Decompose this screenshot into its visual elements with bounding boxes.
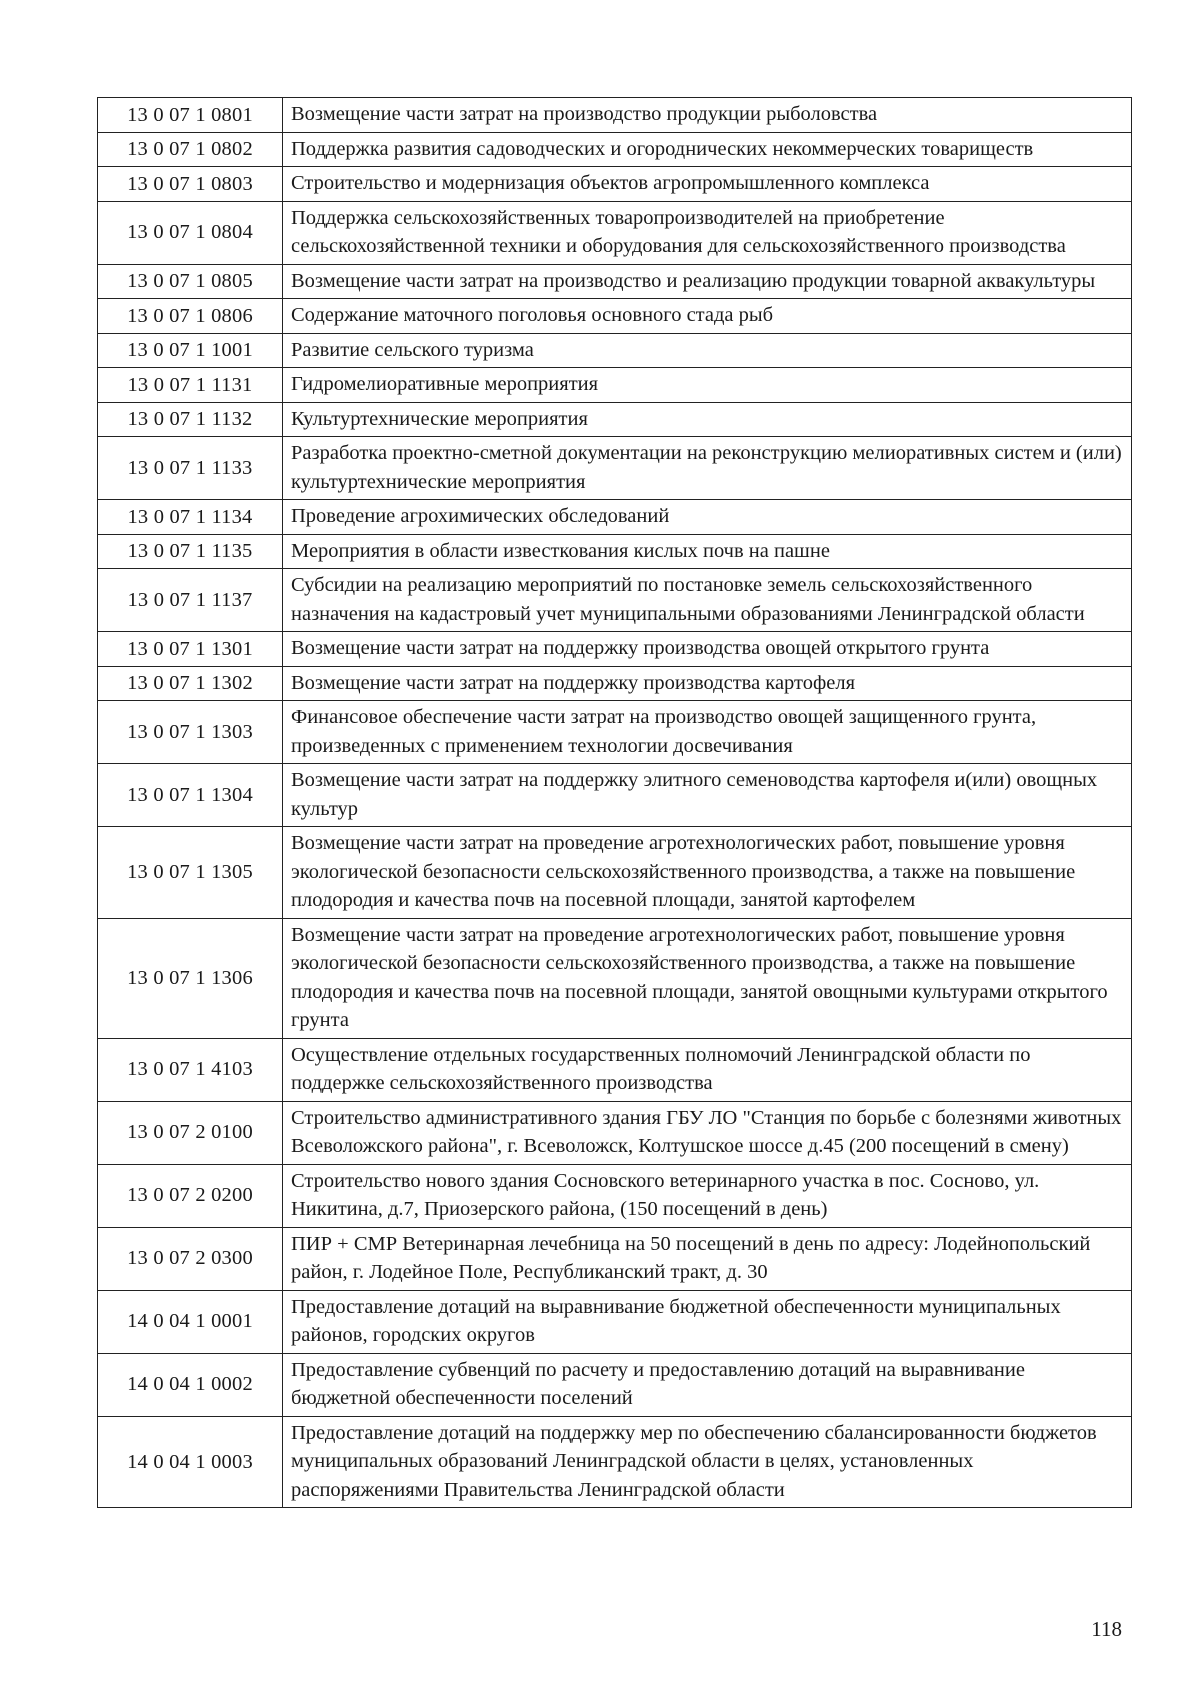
row-description-cell: Возмещение части затрат на поддержку элитного семеноводства картофеля и(или) овощных культур [283,764,1132,827]
row-description-cell: Гидромелиоративные мероприятия [283,368,1132,403]
row-code-cell: 13 0 07 1 1132 [98,402,283,437]
row-code-cell: 13 0 07 1 0803 [98,167,283,202]
table-row [98,666,1132,701]
row-code-cell: 14 0 04 1 0002 [98,1353,283,1416]
row-code-cell: 13 0 07 2 0300 [98,1227,283,1290]
row-description-cell: Проведение агрохимических обследований [283,500,1132,535]
table-row [98,569,1132,632]
table-row [98,201,1132,264]
row-code-cell: 13 0 07 1 0806 [98,299,283,334]
row-code-cell: 13 0 07 1 1302 [98,666,283,701]
row-description-cell: Возмещение части затрат на поддержку производства картофеля [283,666,1132,701]
row-code-cell: 13 0 07 1 1137 [98,569,283,632]
table-row [98,299,1132,334]
row-code-cell: 14 0 04 1 0003 [98,1416,283,1508]
row-description-cell: Предоставление дотаций на выравнивание бюджетной обеспеченности муниципальных районов, городских округов [283,1290,1132,1353]
table-row [98,132,1132,167]
row-code-cell: 13 0 07 1 1306 [98,918,283,1038]
table-row [98,632,1132,667]
table-row [98,918,1132,1038]
row-code-cell: 13 0 07 1 1305 [98,827,283,919]
row-code-cell: 13 0 07 1 4103 [98,1038,283,1101]
row-code-cell: 13 0 07 1 1131 [98,368,283,403]
row-description-cell: Развитие сельского туризма [283,333,1132,368]
table-row [98,167,1132,202]
table-row [98,437,1132,500]
row-code-cell: 13 0 07 2 0200 [98,1164,283,1227]
row-code-cell: 13 0 07 1 1304 [98,764,283,827]
row-description-cell: Поддержка сельскохозяйственных товаропроизводителей на приобретение сельскохозяйственной техники и оборудования для сельскохозяйственного производства [283,201,1132,264]
row-description-cell: Возмещение части затрат на производство продукции рыболовства [283,98,1132,133]
row-description-cell: Строительство нового здания Сосновского ветеринарного участка в пос. Сосново, ул. Никитина, д.7, Приозерского района, (150 посещений в день) [283,1164,1132,1227]
row-description-cell: Осуществление отдельных государственных полномочий Ленинградской области по поддержке сельскохозяйственного производства [283,1038,1132,1101]
table-row [98,701,1132,764]
row-description-cell: Разработка проектно-сметной документации на реконструкцию мелиоративных систем и (или) культуртехнические мероприятия [283,437,1132,500]
row-code-cell: 14 0 04 1 0001 [98,1290,283,1353]
row-code-cell: 13 0 07 1 1001 [98,333,283,368]
table-row [98,98,1132,133]
table-row [98,1353,1132,1416]
row-code-cell: 13 0 07 1 1134 [98,500,283,535]
row-description-cell: Возмещение части затрат на проведение агротехнологических работ, повышение уровня экологической безопасности сельскохозяйственного производства, а также на повышение плодородия и качества почв на посевной площади, занятой картофелем [283,827,1132,919]
row-description-cell: Предоставление субвенций по расчету и предоставлению дотаций на выравнивание бюджетной обеспеченности поселений [283,1353,1132,1416]
row-code-cell: 13 0 07 1 0805 [98,264,283,299]
row-code-cell: 13 0 07 2 0100 [98,1101,283,1164]
table-row [98,1038,1132,1101]
row-description-cell: ПИР + СМР Ветеринарная лечебница на 50 посещений в день по адресу: Лодейнопольский район, г. Лодейное Поле, Республиканский тракт, д. 30 [283,1227,1132,1290]
row-description-cell: Финансовое обеспечение части затрат на производство овощей защищенного грунта, произведенных с применением технологии досвечивания [283,701,1132,764]
row-description-cell: Предоставление дотаций на поддержку мер по обеспечению сбалансированности бюджетов муниципальных образований Ленинградской области в целях, установленных распоряжениями Правительства Ленинградской области [283,1416,1132,1508]
row-code-cell: 13 0 07 1 0801 [98,98,283,133]
row-code-cell: 13 0 07 1 0802 [98,132,283,167]
row-code-cell: 13 0 07 1 1301 [98,632,283,667]
table-body [98,98,1132,1508]
row-description-cell: Мероприятия в области известкования кислых почв на пашне [283,534,1132,569]
page-number: 118 [1091,1617,1122,1641]
table-row [98,264,1132,299]
row-code-cell: 13 0 07 1 1303 [98,701,283,764]
row-code-cell: 13 0 07 1 1135 [98,534,283,569]
row-description-cell: Субсидии на реализацию мероприятий по постановке земель сельскохозяйственного назначения на кадастровый учет муниципальными образованиями Ленинградской области [283,569,1132,632]
row-description-cell: Возмещение части затрат на проведение агротехнологических работ, повышение уровня экологической безопасности сельскохозяйственного производства, а также на повышение плодородия и качества почв на посевной площади, занятой овощными культурами открытого грунта [283,918,1132,1038]
row-description-cell: Строительство и модернизация объектов агропромышленного комплекса [283,167,1132,202]
table-row [98,1164,1132,1227]
row-description-cell: Возмещение части затрат на производство и реализацию продукции товарной аквакультуры [283,264,1132,299]
table-row [98,1227,1132,1290]
table-row [98,827,1132,919]
table-row [98,1101,1132,1164]
table-row [98,1290,1132,1353]
table-row [98,333,1132,368]
table-row [98,534,1132,569]
budget-classification-table [97,97,1132,1508]
row-description-cell: Содержание маточного поголовья основного стада рыб [283,299,1132,334]
table-row [98,368,1132,403]
table-row [98,764,1132,827]
row-description-cell: Поддержка развития садоводческих и огороднических некоммерческих товариществ [283,132,1132,167]
row-code-cell: 13 0 07 1 1133 [98,437,283,500]
row-code-cell: 13 0 07 1 0804 [98,201,283,264]
table-row [98,1416,1132,1508]
row-description-cell: Возмещение части затрат на поддержку производства овощей открытого грунта [283,632,1132,667]
table-row [98,402,1132,437]
row-description-cell: Культуртехнические мероприятия [283,402,1132,437]
table-row [98,500,1132,535]
row-description-cell: Строительство административного здания ГБУ ЛО "Станция по борьбе с болезнями животных Всеволожского района", г. Всеволожск, Колтушское шоссе д.45 (200 посещений в смену) [283,1101,1132,1164]
